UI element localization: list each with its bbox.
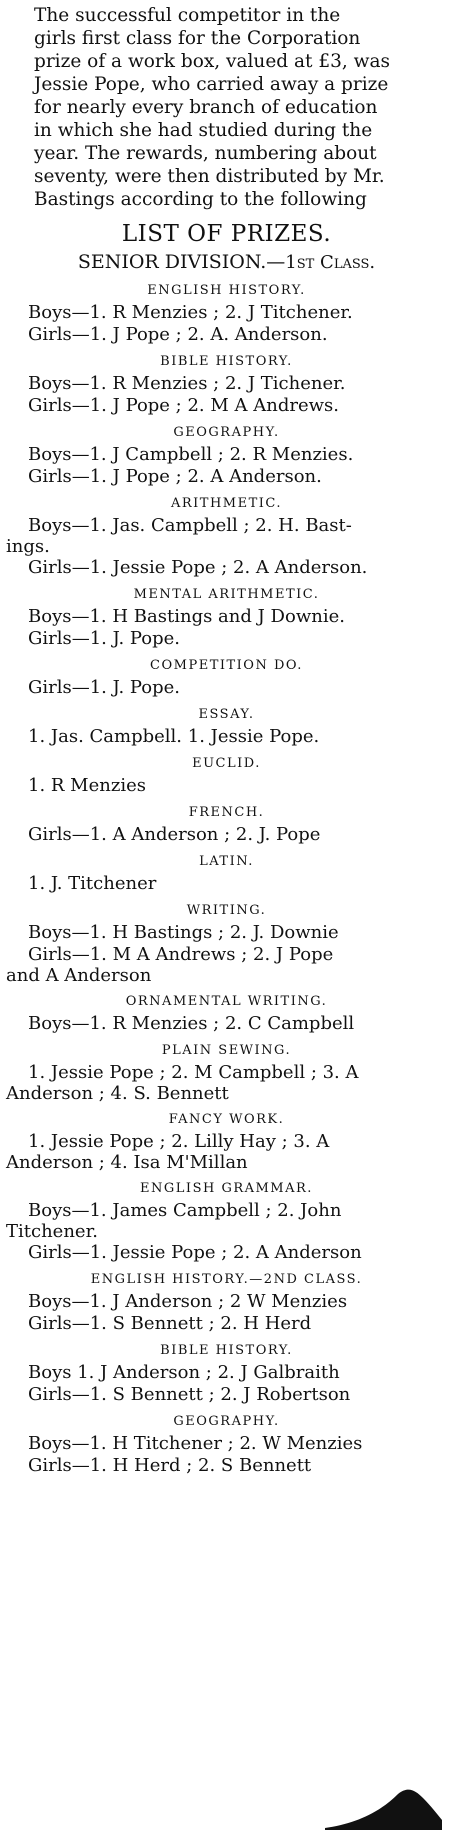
section-heading: GEOGRAPHY. — [173, 425, 280, 440]
section-heading: BIBLE HISTORY. — [160, 354, 293, 369]
section-heading: ESSAY. — [198, 707, 255, 722]
section-heading: ORNAMENTAL WRITING. — [125, 994, 328, 1009]
prize-line: Girls—1. Jessie Pope ; 2. A Anderson — [28, 1242, 362, 1263]
intro-line: year. The rewards, numbering about — [34, 143, 377, 164]
intro-line: The successful competitor in the — [34, 5, 341, 26]
prize-line-continuation: Anderson ; 4. S. Bennett — [6, 1083, 229, 1104]
section-heading: FRENCH. — [188, 805, 265, 820]
prize-line: Girls—1. Jessie Pope ; 2. A Anderson. — [28, 557, 368, 578]
prize-line: Girls—1. J. Pope. — [28, 628, 181, 649]
prize-line: Girls—1. A Anderson ; 2. J. Pope — [28, 824, 321, 845]
ink-blot — [323, 1784, 443, 1830]
prize-line: Boys—1. R Menzies ; 2. J Titchener. — [28, 302, 353, 323]
prize-line: 1. J. Titchener — [28, 873, 157, 894]
prize-sections — [6, 283, 447, 1477]
section-heading: COMPETITION DO. — [150, 658, 303, 673]
section-heading: ENGLISH GRAMMAR. — [140, 1181, 313, 1196]
prize-line: Girls—1. J Pope ; 2. A Anderson. — [28, 466, 322, 487]
section-heading: WRITING. — [186, 903, 267, 918]
prize-line: Girls—1. H Herd ; 2. S Bennett — [28, 1455, 312, 1476]
prize-line: Girls—1. J Pope ; 2. M A Andrews. — [28, 395, 339, 416]
prize-line: Boys—1. J Campbell ; 2. R Menzies. — [28, 444, 354, 465]
prize-line: Boys—1. J Anderson ; 2 W Menzies — [28, 1291, 348, 1312]
prize-line: Boys—1. H Titchener ; 2. W Menzies — [28, 1433, 363, 1454]
section-heading: BIBLE HISTORY. — [160, 1343, 293, 1358]
intro-line: prize of a work box, valued at £3, was — [34, 51, 391, 72]
intro-line: for nearly every branch of education — [34, 97, 378, 118]
prize-line: Girls—1. J. Pope. — [28, 677, 181, 698]
prize-line-continuation: and A Anderson — [6, 965, 152, 986]
prize-line: Girls—1. S Bennett ; 2. J Robertson — [28, 1384, 351, 1405]
prize-line: Boys—1. H Bastings ; 2. J. Downie — [28, 922, 339, 943]
intro-line: in which she had studied during the — [34, 120, 373, 141]
prize-line: Girls—1. S Bennett ; 2. H Herd — [28, 1313, 312, 1334]
prize-line: Girls—1. M A Andrews ; 2. J Pope — [28, 944, 334, 965]
prize-line-continuation: Anderson ; 4. Isa M'Millan — [6, 1152, 248, 1173]
intro-line: Jessie Pope, who carried away a prize — [34, 74, 389, 95]
prize-line: Boys—1. H Bastings and J Downie. — [28, 606, 345, 627]
section-heading: EUCLID. — [192, 756, 261, 771]
prize-line: Girls—1. J Pope ; 2. A. Anderson. — [28, 324, 328, 345]
intro-line: seventy, were then distributed by Mr. — [34, 166, 385, 187]
prize-line: Boys—1. Jas. Campbell ; 2. H. Bast- — [28, 515, 352, 536]
section-heading: FANCY WORK. — [168, 1112, 285, 1127]
intro-line: Bastings according to the following — [34, 189, 367, 210]
section-heading: PLAIN SEWING. — [161, 1043, 292, 1058]
prize-line: Boys—1. R Menzies ; 2. C Campbell — [28, 1013, 355, 1034]
division-class: 1st Class. — [285, 252, 376, 273]
division-heading — [6, 251, 447, 273]
prize-line: 1. Jas. Campbell. 1. Jessie Pope. — [28, 726, 320, 747]
prize-line: Boys—1. James Campbell ; 2. John — [28, 1200, 342, 1221]
intro-line: girls first class for the Corporation — [34, 28, 361, 49]
prize-line-continuation: ings. — [6, 536, 50, 557]
section-heading: ARITHMETIC. — [170, 496, 283, 511]
prize-line: 1. R Menzies — [28, 775, 146, 796]
list-title: LIST OF PRIZES. — [121, 221, 332, 247]
section-heading: GEOGRAPHY. — [173, 1414, 280, 1429]
prize-line-continuation: Titchener. — [6, 1221, 98, 1242]
prize-line: Boys—1. R Menzies ; 2. J Tichener. — [28, 373, 346, 394]
section-heading: MENTAL ARITHMETIC. — [133, 587, 320, 602]
section-heading: LATIN. — [199, 854, 254, 869]
intro-paragraph — [6, 4, 447, 211]
prize-line: 1. Jessie Pope ; 2. M Campbell ; 3. A — [28, 1062, 359, 1083]
section-heading: ENGLISH HISTORY. — [147, 283, 306, 298]
prize-line: Boys 1. J Anderson ; 2. J Galbraith — [28, 1362, 340, 1383]
section-heading: ENGLISH HISTORY.—2ND CLASS. — [90, 1272, 363, 1287]
division-name: SENIOR DIVISION.— — [77, 251, 286, 273]
prize-line: 1. Jessie Pope ; 2. Lilly Hay ; 3. A — [28, 1131, 330, 1152]
